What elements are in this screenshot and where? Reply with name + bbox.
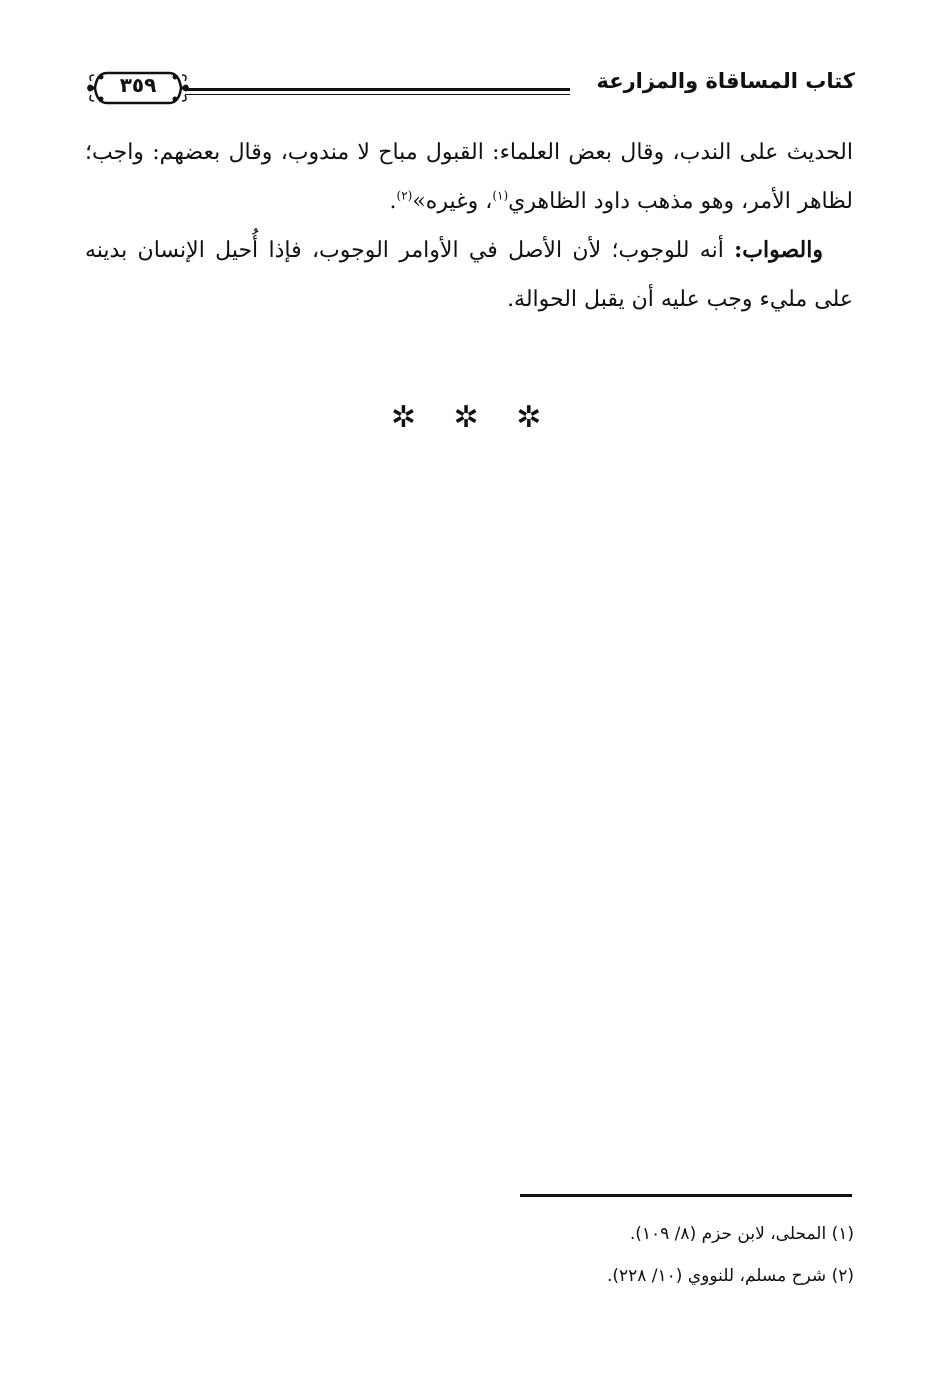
footnote-ref-2: (٢) xyxy=(396,188,413,203)
paragraph-1 xyxy=(85,128,853,226)
paragraph-1-text: الحديث على الندب، وقال بعض العلماء: القبول مباح لا مندوب، وقال بعضهم: واجب؛ لظاهر الأمر، وهو مذهب داود الظاهري xyxy=(85,140,853,214)
page-number-ornament xyxy=(85,63,191,113)
paragraph-1-end: . xyxy=(389,189,397,214)
paragraph-2 xyxy=(85,226,853,324)
footnote-2: (٢) شرح مسلم، للنووي (١٠/ ٢٢٨). xyxy=(606,1266,854,1286)
header-rule-thin xyxy=(185,94,570,95)
section-separator: ✲ ✲ ✲ xyxy=(390,400,556,435)
header-rule xyxy=(185,88,570,91)
footnote-rule xyxy=(520,1194,852,1197)
paragraph-2-label: والصواب: xyxy=(734,237,823,263)
footnote-1: (١) المحلى، لابن حزم (٨/ ١٠٩). xyxy=(629,1224,854,1244)
paragraph-1-mid: ، وغيره» xyxy=(412,189,493,214)
paragraph-2-text: أنه للوجوب؛ لأن الأصل في الأوامر الوجوب، فإذا أُحيل الإنسان بدينه على مليء وجب عليه أن يقبل الحوالة. xyxy=(85,238,853,312)
footnote-ref-1: (١) xyxy=(492,188,509,203)
main-text xyxy=(85,128,853,324)
book-title: كتاب المساقاة والمزارعة xyxy=(596,69,855,93)
page-number: ٣٥٩ xyxy=(119,73,157,97)
footnotes xyxy=(354,1213,854,1297)
page-header xyxy=(85,55,855,115)
